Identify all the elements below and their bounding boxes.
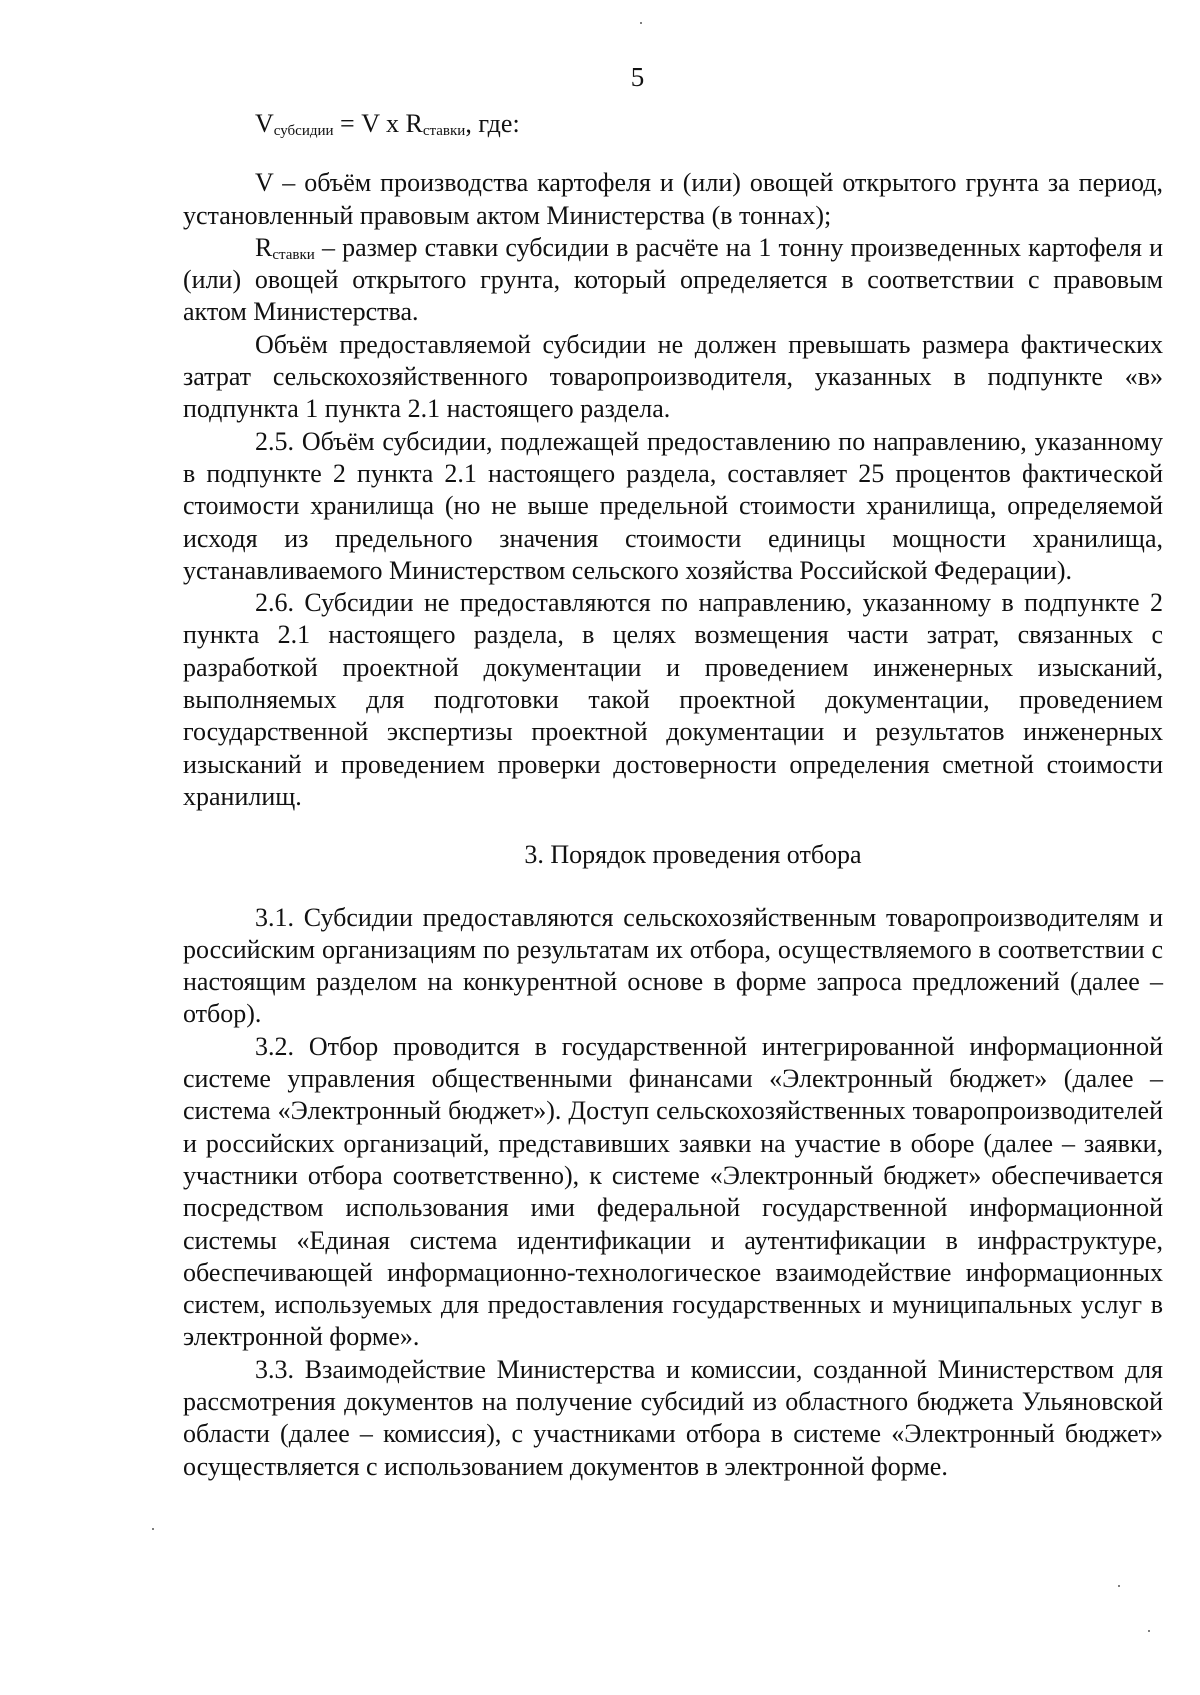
scan-speck [1118, 1585, 1120, 1587]
formula-v: V [255, 109, 274, 138]
scan-speck [152, 1528, 154, 1530]
paragraph-2-6: 2.6. Субсидии не предоставляются по направлению, указанному в подпункте 2 пункта 2.1 настоящего раздела, в целях возмещения части затрат, связанных с разработкой проектной документации и проведением инженерных изысканий, выполняемых для подготовки такой проектной документации, проведением государственной экспертизы проектной документации и результатов инженерных изысканий и проведением проверки достоверности определения сметной стоимости хранилищ. [183, 588, 1163, 811]
paragraph-3-3: 3.3. Взаимодействие Министерства и комиссии, созданной Министерством для рассмотрения документов на получение субсидий из областного бюджета Ульяновской области (далее – комиссия), с участниками отбора в системе «Электронный бюджет» осуществляется с использованием документов в электронной форме. [183, 1354, 1163, 1481]
page-number: 5 [630, 62, 645, 92]
r-subscript: ставки [272, 246, 315, 263]
paragraph-3-2: 3.2. Отбор проводится в государственной интегрированной информационной системе управления общественными финансами «Электронный бюджет» (далее – система «Электронный бюджет»). Доступ сельскохозяйственных товаропроизводителей и российских организаций, представивших заявки на участие в оборе (далее – заявки, участники отбора соответственно), к системе «Электронный бюджет» обеспечивается посредством использования ими федеральной государственной информационной системы «Единая система идентификации и аутентификации в инфраструктуре, обеспечивающей информационно-технологическое взаимодействие информационных систем, используемых для предоставления государственных и муниципальных услуг в электронной форме». [183, 1031, 1163, 1352]
section-heading: 3. Порядок проведения отбора [524, 840, 862, 870]
formula-v-subscript: субсидии [273, 123, 334, 139]
paragraph-2-5: 2.5. Объём субсидии, подлежащей предоставлению по направлению, указанному в подпункте 2 пункта 2.1 настоящего раздела, составляет 25 процентов фактической стоимости хранилища (но не выше предельной стоимости хранилища, определяемой исходя из предельного значения стоимости единицы мощности хранилища, устанавливаемого Министерством сельского хозяйства Российской Федерации). [183, 426, 1163, 585]
document-body [183, 108, 1163, 1483]
subsidy-formula [183, 108, 1163, 147]
r-symbol: R [255, 232, 273, 262]
paragraph-v-definition: V – объём производства картофеля и (или) овощей открытого грунта за период, установленный правовым актом Министерства (в тоннах); [183, 168, 1163, 230]
scan-speck [1148, 1630, 1150, 1632]
paragraph-r-definition [183, 232, 1163, 329]
paragraph-subsidy-limit: Объём предоставляемой субсидии не должен превышать размера фактических затрат сельскохозяйственного товаропроизводителя, указанных в подпункте «в» подпункта 1 пункта 2.1 настоящего раздела. [183, 329, 1163, 424]
formula-r-subscript: ставки [422, 123, 466, 139]
paragraph-3-1: 3.1. Субсидии предоставляются сельскохозяйственным товаропроизводителям и российским организациям по результатам их отбора, осуществляемого в соответствии с настоящим разделом на конкурентной основе в форме запроса предложений (далее – отбор). [183, 902, 1163, 1029]
formula-middle: = V x R [333, 109, 423, 138]
r-definition-text: – размер ставки субсидии в расчёте на 1 тонну произведенных картофеля и (или) овощей открытого грунта, который определяется в соответствии с правовым актом Министерства. [183, 232, 1163, 327]
scan-speck [640, 22, 642, 24]
formula-tail: , где: [465, 109, 520, 138]
